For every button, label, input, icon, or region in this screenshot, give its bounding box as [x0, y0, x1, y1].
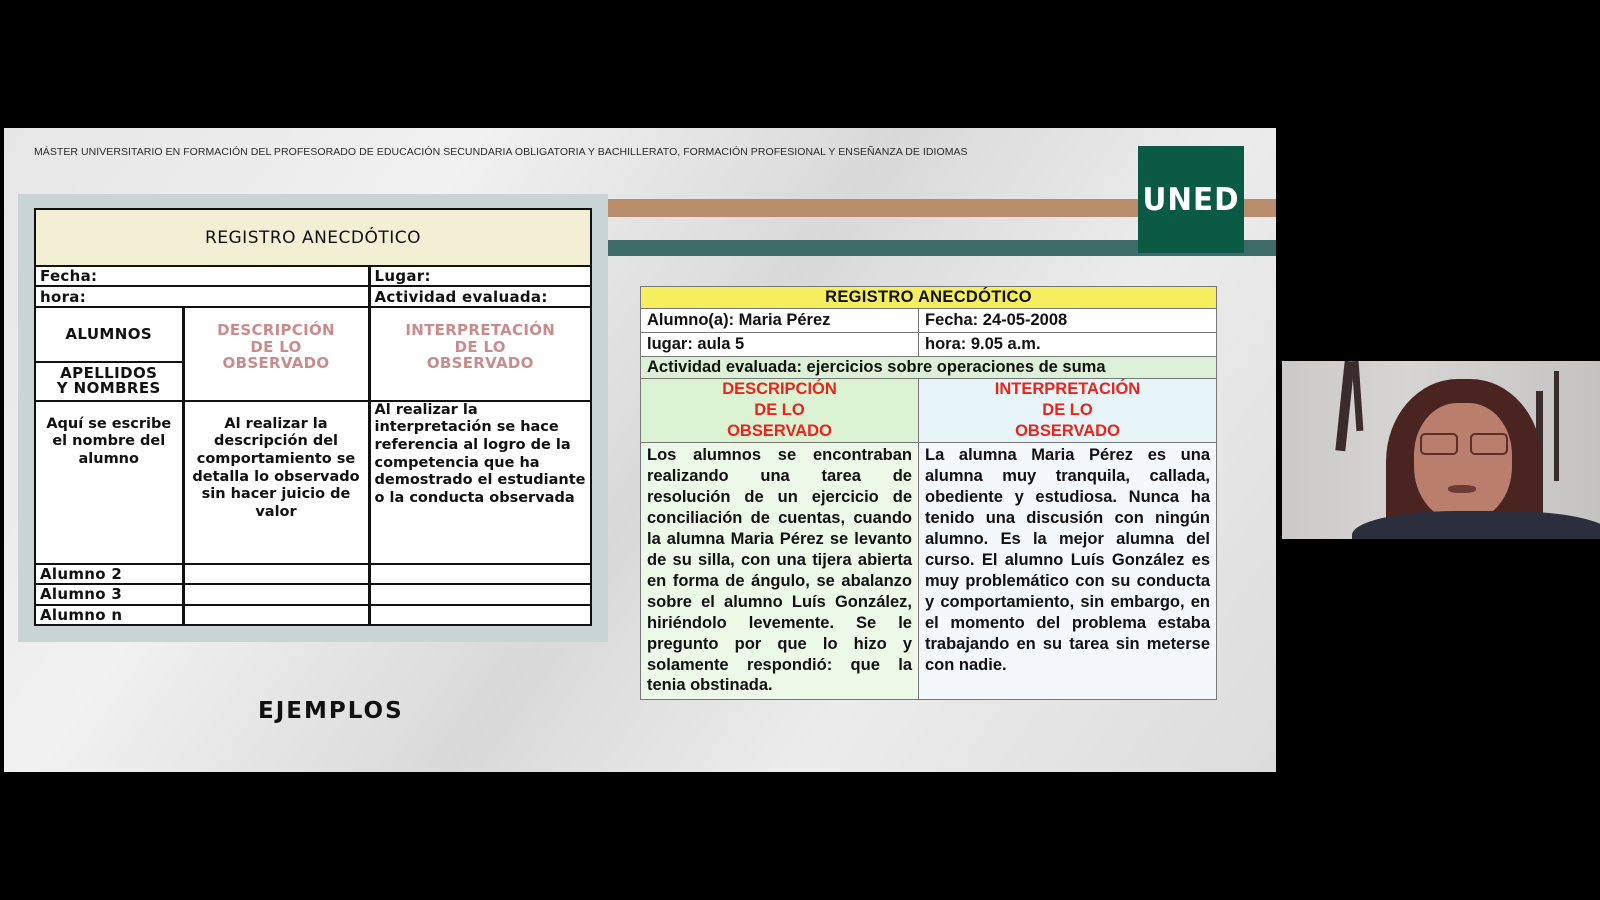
- example-interpretacion-header: [919, 379, 1217, 443]
- template-descripcion-line: OBSERVADO: [222, 354, 330, 373]
- template-col2-body: Al realizar la descripción del comportamiento se detalla lo observado sin hacer juicio de valor: [183, 401, 369, 564]
- example-interpretacion-line: DE LO: [1042, 401, 1093, 420]
- example-interpretacion-line: INTERPRETACIÓN: [994, 380, 1141, 399]
- template-empty-cell: [183, 564, 369, 584]
- example-descripcion-header: [641, 379, 919, 443]
- template-col1-body: Aquí se escribe el nombre del alumno: [35, 401, 183, 564]
- template-descripcion-line: DESCRIPCIÓN: [217, 320, 335, 339]
- example-hora: hora: 9.05 a.m.: [919, 333, 1217, 357]
- template-lugar-label: Lugar:: [369, 266, 591, 286]
- uned-logo: [1138, 146, 1244, 253]
- template-row-label: Alumno 2: [35, 564, 183, 584]
- template-apellidos-line: APELLIDOS: [60, 363, 158, 382]
- template-fecha-label: Fecha:: [35, 266, 369, 286]
- uned-logo-text: UNED: [1142, 181, 1240, 218]
- template-empty-cell: [369, 605, 591, 625]
- example-registro-table: [640, 286, 1217, 700]
- ejemplos-label: EJEMPLOS: [258, 698, 404, 724]
- example-descripcion-line: OBSERVADO: [727, 421, 832, 440]
- presenter-webcam: [1282, 361, 1600, 539]
- template-empty-cell: [183, 605, 369, 625]
- template-empty-cell: [369, 584, 591, 604]
- example-descripcion-body: Los alumnos se encontraban realizando una tarea de resolución de un ejercicio de conciliación de cuentas, cuando la alumna Maria Pérez se levanto de su silla, con una tijera abierta en forma de ángulo, se abalanzo sobre el alumno Luís González, hiriéndolo levemente. Se le pregunto por que lo hizo y solamente respondió: que la tenia obstinada.: [641, 443, 919, 700]
- presenter-mouth: [1448, 485, 1476, 493]
- template-interpretacion-header: [369, 307, 591, 401]
- example-interpretacion-line: OBSERVADO: [1015, 421, 1120, 440]
- template-descripcion-line: DE LO: [250, 337, 302, 356]
- template-row-label: Alumno 3: [35, 584, 183, 604]
- example-title: REGISTRO ANECDÓTICO: [641, 287, 1217, 309]
- presentation-slide: [4, 128, 1276, 772]
- template-alumnos-header: ALUMNOS: [35, 307, 183, 362]
- background-streak: [1554, 371, 1559, 481]
- example-lugar: lugar: aula 5: [641, 333, 919, 357]
- example-descripcion-line: DE LO: [754, 401, 805, 420]
- example-actividad: Actividad evaluada: ejercicios sobre operaciones de suma: [641, 357, 1217, 379]
- template-row-label: Alumno n: [35, 605, 183, 625]
- template-registro-table: [34, 208, 592, 626]
- template-descripcion-header: [183, 307, 369, 401]
- template-apellidos-line: Y NOMBRES: [56, 379, 161, 398]
- example-descripcion-line: DESCRIPCIÓN: [722, 380, 837, 399]
- example-alumno: Alumno(a): Maria Pérez: [641, 309, 919, 333]
- template-interpretacion-line: OBSERVADO: [426, 354, 534, 373]
- template-col3-body: Al realizar la interpretación se hace referencia al logro de la competencia que ha demostrado el estudiante o la conducta observada: [369, 401, 591, 564]
- example-fecha: Fecha: 24-05-2008: [919, 309, 1217, 333]
- template-interpretacion-line: DE LO: [454, 337, 506, 356]
- background-streak: [1352, 361, 1364, 431]
- presenter-face: [1414, 403, 1512, 521]
- template-table-panel: [18, 194, 608, 642]
- example-interpretacion-body: La alumna Maria Pérez es una alumna muy tranquila, callada, obediente y estudiosa. Nunca ha tenido una discusión con ningún alumno. Es la mejor alumna del curso. El alumno Luís González es muy problemático con su conducta y comportamiento, sin embargo, en el momento del problema estaba trabajando en su tarea sin meterse con nadie.: [919, 443, 1217, 700]
- slide-header-text: MÁSTER UNIVERSITARIO EN FORMACIÓN DEL PROFESORADO DE EDUCACIÓN SECUNDARIA OBLIGATORIA Y BACHILLERATO, FORMACIÓN PROFESIONAL Y ENSEÑANZA DE IDIOMAS: [34, 146, 968, 158]
- template-interpretacion-line: INTERPRETACIÓN: [405, 320, 556, 339]
- template-title: REGISTRO ANECDÓTICO: [35, 209, 591, 266]
- template-empty-cell: [369, 564, 591, 584]
- template-empty-cell: [183, 584, 369, 604]
- template-apellidos-header: [35, 362, 183, 401]
- template-actividad-label: Actividad evaluada:: [369, 286, 591, 306]
- template-hora-label: hora:: [35, 286, 369, 306]
- presenter-glasses: [1420, 433, 1508, 457]
